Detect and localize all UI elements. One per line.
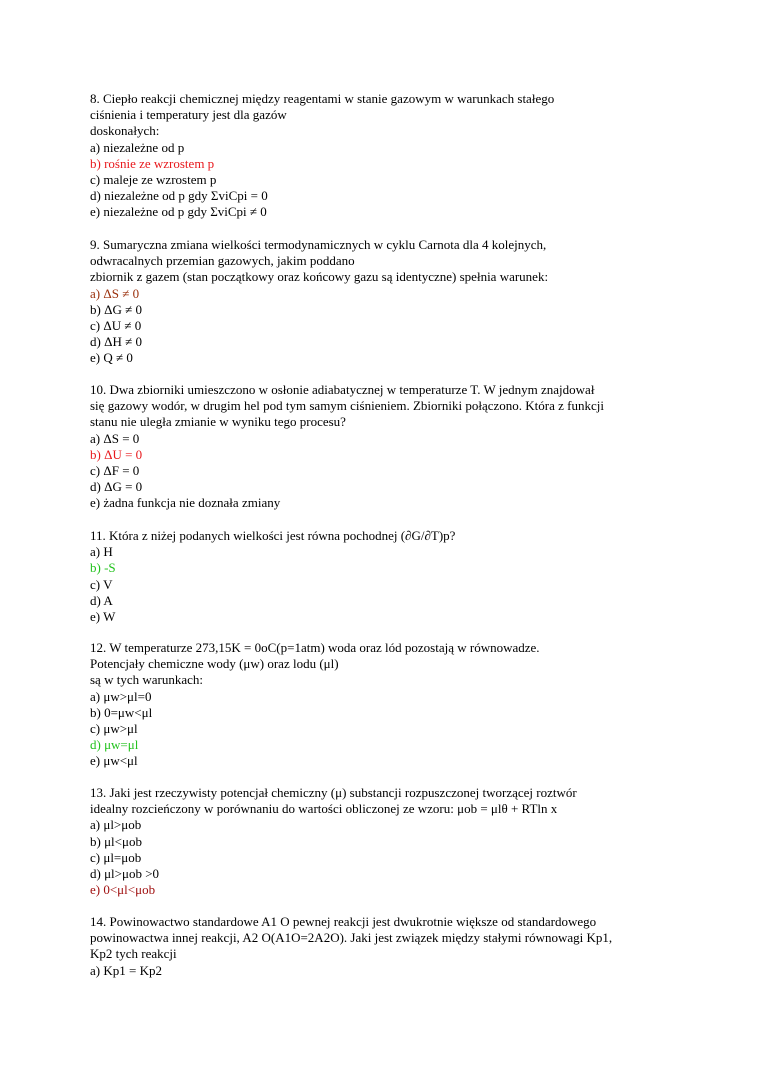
question-12 [90, 640, 690, 770]
answer-option-d: d) ΔH ≠ 0 [90, 334, 142, 350]
answer-option-a: a) μw>μl=0 [90, 688, 152, 704]
question-text-line: 10. Dwa zbiorniki umieszczono w osłonie adiabatycznej w temperaturze T. W jednym znajdował [90, 382, 595, 397]
question-text-line: 14. Powinowactwo standardowe A1 O pewnej reakcji jest dwukrotnie większe od standardowego [90, 914, 597, 929]
answer-option-a: a) H [90, 544, 113, 560]
answer-option-a: a) Kp1 = Kp2 [90, 962, 162, 978]
answer-option-b: b) μl<μob [90, 833, 142, 849]
answer-option-d: d) μl>μob >0 [90, 866, 160, 882]
question-14 [90, 914, 690, 979]
answer-option-c: c) ΔU ≠ 0 [90, 318, 142, 334]
question-13 [90, 785, 690, 898]
answer-option-e: e) W [90, 609, 116, 625]
answer-option-a: a) ΔS = 0 [90, 430, 140, 446]
question-text-line: Kp2 tych reakcji [90, 946, 177, 962]
answer-option-e: e) Q ≠ 0 [90, 350, 133, 366]
answer-option-d-highlighted: d) μw=μl [90, 737, 139, 753]
answer-option-d: d) A [90, 592, 113, 608]
answer-option-b-highlighted: b) rośnie ze wzrostem p [90, 155, 215, 171]
question-9 [90, 237, 690, 367]
question-10 [90, 382, 690, 512]
answer-option-c: c) maleje ze wzrostem p [90, 172, 217, 188]
question-text-line: 11. Która z niżej podanych wielkości jest równa pochodnej (∂G/∂T)p? [90, 528, 456, 543]
answer-option-b: b) 0=μw<μl [90, 704, 153, 720]
question-text-line: stanu nie uległa zmianie w wyniku tego procesu? [90, 414, 346, 430]
question-text-line: zbiornik z gazem (stan początkowy oraz końcowy gazu są identyczne) spełnia warunek: [90, 269, 549, 285]
answer-option-a-highlighted: a) ΔS ≠ 0 [90, 285, 140, 301]
answer-option-b-highlighted: b) ΔU = 0 [90, 446, 143, 462]
question-text-line: idealny rozcieńczony w porównaniu do wartości obliczonej ze wzoru: μob = μlθ + RTln x [90, 801, 558, 817]
answer-option-a: a) niezależne od p [90, 139, 185, 155]
question-text-line: się gazowy wodór, w drugim hel pod tym samym ciśnieniem. Zbiorniki połączono. Która z funkcji [90, 398, 604, 414]
question-text-line: 13. Jaki jest rzeczywisty potencjał chemiczny (μ) substancji rozpuszczonej tworzącej roztwór [90, 785, 577, 800]
question-text-line: 8. Ciepło reakcji chemicznej między reagentami w stanie gazowym w warunkach stałego [90, 91, 555, 106]
answer-option-c: c) ΔF = 0 [90, 463, 140, 479]
question-text-line: odwracalnych przemian gazowych, jakim poddano [90, 253, 355, 269]
answer-option-b: b) ΔG ≠ 0 [90, 301, 142, 317]
question-text-line: 12. W temperaturze 273,15K = 0oC(p=1atm) woda oraz lód pozostają w równowadze. [90, 640, 540, 655]
question-text-line: Potencjały chemiczne wody (μw) oraz lodu (μl) [90, 656, 339, 672]
question-text-line: 9. Sumaryczna zmiana wielkości termodynamicznych w cyklu Carnota dla 4 kolejnych, [90, 237, 547, 252]
answer-option-d: d) niezależne od p gdy ΣviCpi = 0 [90, 188, 268, 204]
question-8 [90, 91, 690, 221]
answer-option-e-highlighted: e) 0<μl<μob [90, 882, 156, 898]
question-text-line: doskonałych: [90, 123, 160, 139]
question-11 [90, 528, 690, 625]
answer-option-c: c) μw>μl [90, 721, 138, 737]
answer-option-c: c) μl=μob [90, 849, 142, 865]
answer-option-a: a) μl>μob [90, 817, 142, 833]
answer-option-d: d) ΔG = 0 [90, 479, 143, 495]
question-text-line: powinowactwa innej reakcji, A2 O(A1O=2A2O). Jaki jest związek między stałymi równowagi Kp1, [90, 930, 613, 946]
answer-option-c: c) V [90, 576, 113, 592]
answer-option-e: e) niezależne od p gdy ΣviCpi ≠ 0 [90, 204, 267, 220]
answer-option-b-highlighted: b) -S [90, 560, 116, 576]
answer-option-e: e) żadna funkcja nie doznała zmiany [90, 495, 281, 511]
question-text-line: ciśnienia i temperatury jest dla gazów [90, 107, 287, 123]
question-text-line: są w tych warunkach: [90, 672, 203, 688]
answer-option-e: e) μw<μl [90, 753, 138, 769]
